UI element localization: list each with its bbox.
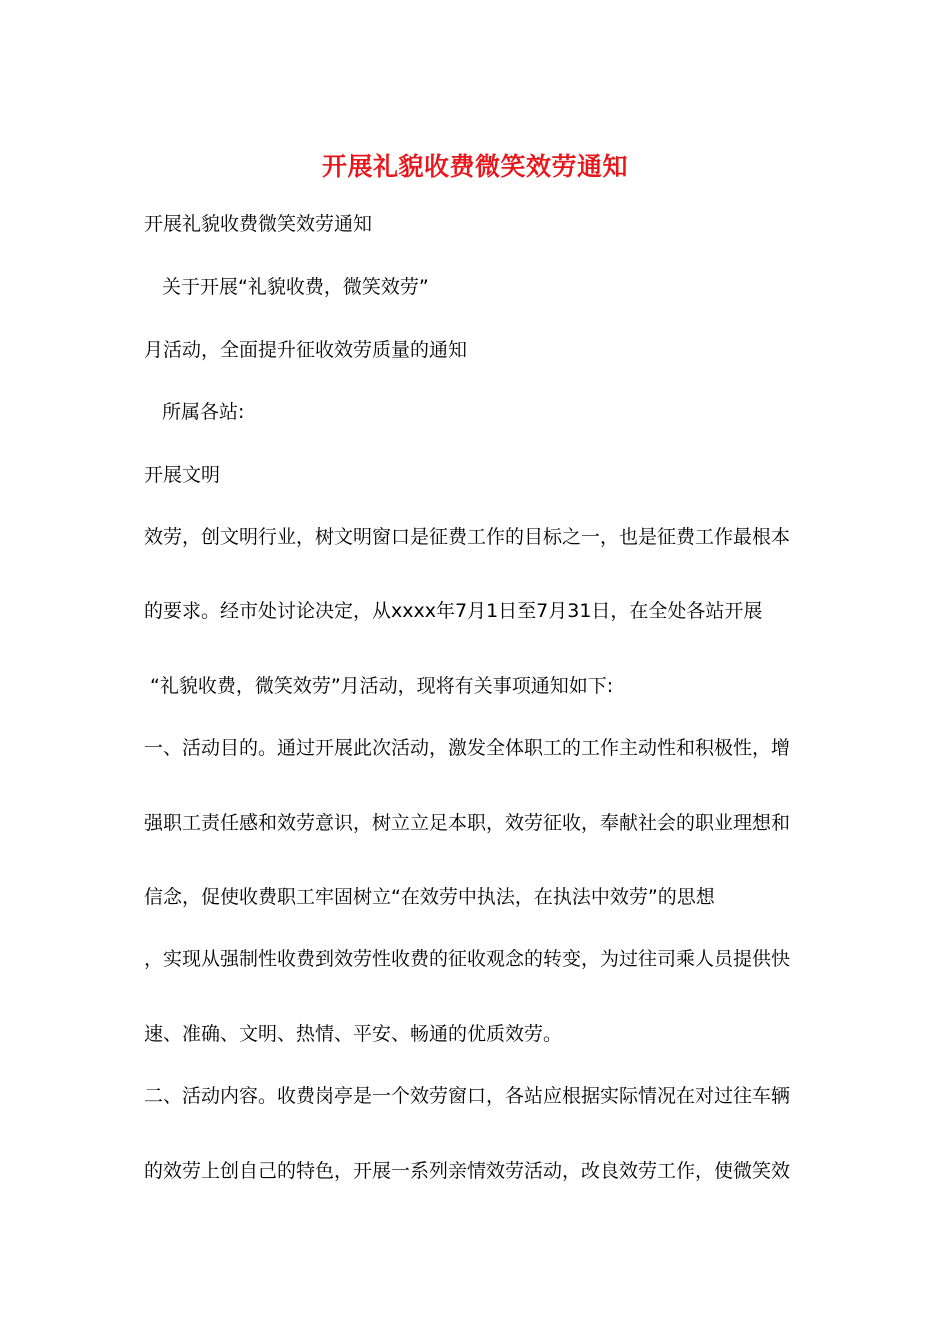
paragraph-line: 效劳，创文明行业，树文明窗口是征费工作的目标之一，也是征费工作最根本 [144, 526, 791, 548]
paragraph-line: 速、准确、文明、热情、平安、畅通的优质效劳。 [144, 1023, 563, 1045]
paragraph-line: ，实现从强制性收费到效劳性收费的征收观念的转变，为过往司乘人员提供快 [144, 948, 791, 970]
paragraph-line: 强职工责任感和效劳意识，树立立足本职，效劳征收，奉献社会的职业理想和 [144, 812, 791, 834]
paragraph-line: 开展文明 [144, 464, 221, 486]
paragraph-line: 月活动，全面提升征收效劳质量的通知 [144, 339, 468, 361]
paragraph-line: 的要求。经市处讨论决定，从xxxx年7月1日至7月31日，在全处各站开展 [144, 600, 763, 622]
paragraph-line: “礼貌收费，微笑效劳”月活动，现将有关事项通知如下: [150, 675, 614, 697]
paragraph-line: 开展礼貌收费微笑效劳通知 [144, 213, 373, 235]
paragraph-line: 关于开展“礼貌收费，微笑效劳” [162, 276, 429, 298]
paragraph-line: 所属各站: [162, 401, 245, 423]
paragraph-line: 一、活动目的。通过开展此次活动，激发全体职工的工作主动性和积极性，增 [144, 737, 791, 759]
document-title: 开展礼貌收费微笑效劳通知 [321, 152, 628, 181]
paragraph-line: 的效劳上创自己的特色，开展一系列亲情效劳活动，改良效劳工作，使微笑效 [144, 1160, 791, 1182]
paragraph-line: 信念，促使收费职工牢固树立“在效劳中执法，在执法中效劳”的思想 [144, 886, 715, 908]
paragraph-line: 二、活动内容。收费岗亭是一个效劳窗口，各站应根据实际情况在对过往车辆 [144, 1085, 791, 1107]
